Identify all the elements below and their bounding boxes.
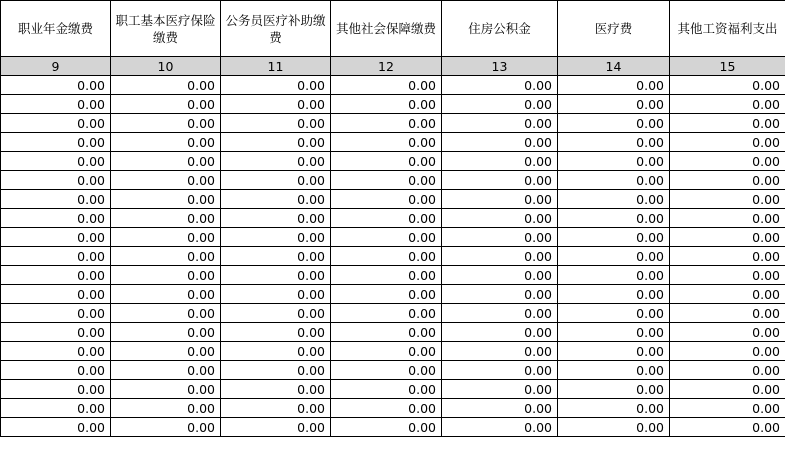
data-cell[interactable]: 0.00 [221, 171, 331, 190]
data-cell[interactable]: 0.00 [111, 114, 221, 133]
data-cell[interactable]: 0.00 [331, 285, 442, 304]
table-row [1, 361, 785, 380]
data-cell[interactable]: 0.00 [670, 418, 785, 437]
table-row [1, 304, 785, 323]
data-cell[interactable]: 0.00 [670, 304, 785, 323]
data-cell[interactable]: 0.00 [331, 95, 442, 114]
data-cell[interactable]: 0.00 [1, 361, 111, 380]
data-cell[interactable]: 0.00 [111, 171, 221, 190]
data-cell[interactable]: 0.00 [331, 323, 442, 342]
data-cell[interactable]: 0.00 [1, 247, 111, 266]
table-row [1, 285, 785, 304]
data-cell[interactable]: 0.00 [221, 323, 331, 342]
data-cell[interactable]: 0.00 [442, 190, 558, 209]
table-row [1, 418, 785, 437]
data-cell[interactable]: 0.00 [442, 418, 558, 437]
data-cell[interactable]: 0.00 [442, 247, 558, 266]
data-cell[interactable]: 0.00 [558, 190, 670, 209]
column-header-cell[interactable]: 职工基本医疗保险缴费 [111, 1, 221, 57]
data-cell[interactable]: 0.00 [331, 152, 442, 171]
data-cell[interactable]: 0.00 [331, 342, 442, 361]
data-cell[interactable]: 0.00 [670, 266, 785, 285]
table-row [1, 323, 785, 342]
data-cell[interactable]: 0.00 [111, 304, 221, 323]
data-cell[interactable]: 0.00 [111, 247, 221, 266]
table-row [1, 114, 785, 133]
data-cell[interactable]: 0.00 [670, 342, 785, 361]
data-cell[interactable]: 0.00 [331, 76, 442, 95]
data-cell[interactable]: 0.00 [670, 323, 785, 342]
data-cell[interactable]: 0.00 [1, 76, 111, 95]
table-row [1, 380, 785, 399]
data-cell[interactable]: 0.00 [558, 399, 670, 418]
data-cell[interactable]: 0.00 [331, 247, 442, 266]
data-cell[interactable]: 0.00 [1, 171, 111, 190]
data-cell[interactable]: 0.00 [558, 418, 670, 437]
data-cell[interactable]: 0.00 [558, 95, 670, 114]
data-cell[interactable]: 0.00 [442, 228, 558, 247]
data-cell[interactable]: 0.00 [442, 380, 558, 399]
data-cell[interactable]: 0.00 [331, 266, 442, 285]
data-cell[interactable]: 0.00 [111, 133, 221, 152]
data-cell[interactable]: 0.00 [331, 209, 442, 228]
data-cell[interactable]: 0.00 [1, 399, 111, 418]
data-cell[interactable]: 0.00 [558, 304, 670, 323]
data-cell[interactable]: 0.00 [221, 95, 331, 114]
data-cell[interactable]: 0.00 [1, 152, 111, 171]
data-cell[interactable]: 0.00 [442, 95, 558, 114]
data-cell[interactable]: 0.00 [111, 342, 221, 361]
data-cell[interactable]: 0.00 [670, 228, 785, 247]
data-cell[interactable]: 0.00 [111, 76, 221, 95]
table-row [1, 152, 785, 171]
data-cell[interactable]: 0.00 [221, 285, 331, 304]
data-cell[interactable]: 0.00 [331, 171, 442, 190]
table-row [1, 266, 785, 285]
data-cell[interactable]: 0.00 [442, 114, 558, 133]
data-cell[interactable]: 0.00 [111, 266, 221, 285]
data-cell[interactable]: 0.00 [442, 266, 558, 285]
table-row [1, 342, 785, 361]
data-cell[interactable]: 0.00 [221, 304, 331, 323]
column-number-cell[interactable]: 12 [331, 57, 442, 76]
data-cell[interactable]: 0.00 [221, 266, 331, 285]
data-cell[interactable]: 0.00 [221, 209, 331, 228]
table-row [1, 171, 785, 190]
data-cell[interactable]: 0.00 [221, 133, 331, 152]
data-cell[interactable]: 0.00 [1, 133, 111, 152]
table-body [1, 1, 785, 437]
data-cell[interactable]: 0.00 [670, 285, 785, 304]
data-cell[interactable]: 0.00 [558, 76, 670, 95]
column-number-row [1, 57, 785, 76]
data-cell[interactable]: 0.00 [670, 171, 785, 190]
data-cell[interactable]: 0.00 [558, 152, 670, 171]
column-number-cell[interactable]: 10 [111, 57, 221, 76]
column-header-cell[interactable]: 其他社会保障缴费 [331, 1, 442, 57]
data-cell[interactable]: 0.00 [331, 190, 442, 209]
data-cell[interactable]: 0.00 [442, 285, 558, 304]
table-row [1, 247, 785, 266]
column-number-cell[interactable]: 13 [442, 57, 558, 76]
data-cell[interactable]: 0.00 [111, 285, 221, 304]
table-row [1, 228, 785, 247]
data-cell[interactable]: 0.00 [331, 361, 442, 380]
data-cell[interactable]: 0.00 [558, 380, 670, 399]
data-cell[interactable]: 0.00 [221, 418, 331, 437]
data-cell[interactable]: 0.00 [1, 418, 111, 437]
data-cell[interactable]: 0.00 [221, 190, 331, 209]
data-cell[interactable]: 0.00 [221, 76, 331, 95]
column-number-cell[interactable]: 9 [1, 57, 111, 76]
data-cell[interactable]: 0.00 [221, 399, 331, 418]
data-cell[interactable]: 0.00 [1, 228, 111, 247]
data-cell[interactable]: 0.00 [221, 152, 331, 171]
data-cell[interactable]: 0.00 [558, 171, 670, 190]
data-cell[interactable]: 0.00 [111, 323, 221, 342]
data-cell[interactable]: 0.00 [221, 342, 331, 361]
column-header-cell[interactable]: 公务员医疗补助缴费 [221, 1, 331, 57]
table-header-row [1, 1, 785, 57]
column-header-cell[interactable]: 其他工资福利支出 [670, 1, 785, 57]
data-cell[interactable]: 0.00 [558, 266, 670, 285]
table-row [1, 190, 785, 209]
data-cell[interactable]: 0.00 [670, 76, 785, 95]
data-cell[interactable]: 0.00 [111, 209, 221, 228]
data-cell[interactable]: 0.00 [331, 418, 442, 437]
data-cell[interactable]: 0.00 [558, 342, 670, 361]
data-cell[interactable]: 0.00 [558, 114, 670, 133]
data-cell[interactable]: 0.00 [442, 133, 558, 152]
data-cell[interactable]: 0.00 [111, 190, 221, 209]
data-cell[interactable]: 0.00 [111, 95, 221, 114]
data-cell[interactable]: 0.00 [111, 418, 221, 437]
data-cell[interactable]: 0.00 [331, 228, 442, 247]
table-row [1, 95, 785, 114]
data-cell[interactable]: 0.00 [442, 152, 558, 171]
data-cell[interactable]: 0.00 [670, 95, 785, 114]
data-cell[interactable]: 0.00 [442, 76, 558, 95]
data-cell[interactable]: 0.00 [670, 361, 785, 380]
data-cell[interactable]: 0.00 [331, 399, 442, 418]
data-cell[interactable]: 0.00 [1, 114, 111, 133]
data-cell[interactable]: 0.00 [331, 133, 442, 152]
column-header-cell[interactable]: 职业年金缴费 [1, 1, 111, 57]
data-cell[interactable]: 0.00 [670, 152, 785, 171]
data-cell[interactable]: 0.00 [442, 209, 558, 228]
column-number-cell[interactable]: 11 [221, 57, 331, 76]
data-cell[interactable]: 0.00 [1, 190, 111, 209]
data-cell[interactable]: 0.00 [670, 380, 785, 399]
data-cell[interactable]: 0.00 [558, 133, 670, 152]
data-cell[interactable]: 0.00 [670, 399, 785, 418]
column-header-cell[interactable]: 住房公积金 [442, 1, 558, 57]
data-cell[interactable]: 0.00 [670, 247, 785, 266]
data-cell[interactable]: 0.00 [331, 114, 442, 133]
data-cell[interactable]: 0.00 [670, 114, 785, 133]
data-cell[interactable]: 0.00 [558, 247, 670, 266]
data-cell[interactable]: 0.00 [442, 361, 558, 380]
data-cell[interactable]: 0.00 [442, 399, 558, 418]
data-cell[interactable]: 0.00 [221, 380, 331, 399]
data-cell[interactable]: 0.00 [111, 152, 221, 171]
data-cell[interactable]: 0.00 [331, 380, 442, 399]
data-cell[interactable]: 0.00 [1, 380, 111, 399]
data-cell[interactable]: 0.00 [558, 228, 670, 247]
data-cell[interactable]: 0.00 [221, 228, 331, 247]
column-header-cell[interactable]: 医疗费 [558, 1, 670, 57]
data-cell[interactable]: 0.00 [1, 266, 111, 285]
data-cell[interactable]: 0.00 [558, 323, 670, 342]
data-cell[interactable]: 0.00 [221, 114, 331, 133]
data-cell[interactable]: 0.00 [442, 304, 558, 323]
data-cell[interactable]: 0.00 [442, 171, 558, 190]
data-cell[interactable]: 0.00 [558, 361, 670, 380]
data-cell[interactable]: 0.00 [221, 361, 331, 380]
data-cell[interactable]: 0.00 [111, 380, 221, 399]
table-row [1, 76, 785, 95]
data-cell[interactable]: 0.00 [111, 228, 221, 247]
data-cell[interactable]: 0.00 [331, 304, 442, 323]
table-row [1, 133, 785, 152]
data-cell[interactable]: 0.00 [1, 209, 111, 228]
table-row [1, 209, 785, 228]
data-cell[interactable]: 0.00 [558, 209, 670, 228]
data-cell[interactable]: 0.00 [111, 361, 221, 380]
column-number-cell[interactable]: 14 [558, 57, 670, 76]
data-cell[interactable]: 0.00 [111, 399, 221, 418]
data-cell[interactable]: 0.00 [221, 247, 331, 266]
data-cell[interactable]: 0.00 [670, 209, 785, 228]
data-cell[interactable]: 0.00 [1, 342, 111, 361]
table-row [1, 399, 785, 418]
data-cell[interactable]: 0.00 [442, 323, 558, 342]
data-cell[interactable]: 0.00 [1, 285, 111, 304]
data-cell[interactable]: 0.00 [558, 285, 670, 304]
column-number-cell[interactable]: 15 [670, 57, 785, 76]
data-cell[interactable]: 0.00 [1, 304, 111, 323]
data-cell[interactable]: 0.00 [670, 133, 785, 152]
data-cell[interactable]: 0.00 [1, 323, 111, 342]
data-cell[interactable]: 0.00 [670, 190, 785, 209]
data-cell[interactable]: 0.00 [1, 95, 111, 114]
data-cell[interactable]: 0.00 [442, 342, 558, 361]
